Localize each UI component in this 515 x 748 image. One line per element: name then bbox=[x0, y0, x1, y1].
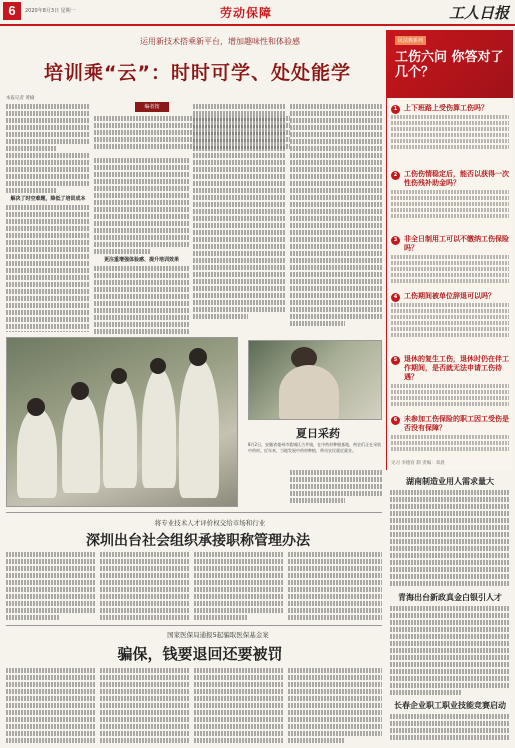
question-number-icon: 4 bbox=[391, 293, 400, 302]
lead-subhead-2: 更注重增强体验感、提升培训效果 bbox=[103, 257, 179, 263]
brief-body-3 bbox=[390, 714, 510, 742]
lead-headline: 培训乘“云”：时时可学、处处能学 bbox=[44, 62, 351, 84]
photo-caption-title: 夏日采药 bbox=[296, 427, 340, 440]
lead-column-3 bbox=[94, 158, 189, 334]
training-photo bbox=[6, 337, 238, 507]
story3-kicker: 国家医保局通报5起骗取医保基金案 bbox=[167, 631, 269, 639]
editor-note-tag: 编者按 bbox=[135, 102, 169, 112]
date-line: 2020年8月3日 星期一 bbox=[25, 8, 76, 14]
story2-column-4 bbox=[288, 552, 382, 622]
story3-column-3 bbox=[194, 668, 284, 746]
story2-column-3 bbox=[194, 552, 284, 622]
story2-headline: 深圳出台社会组织承接职称管理办法 bbox=[86, 533, 310, 549]
story3-column-2 bbox=[100, 668, 190, 746]
question-number-icon: 3 bbox=[391, 236, 400, 245]
brief-headline-3: 长春企业职工职业技能竞赛启动 bbox=[394, 701, 506, 710]
question-number-icon: 1 bbox=[391, 105, 400, 114]
divider-story3 bbox=[6, 625, 382, 626]
story3-column-4 bbox=[288, 668, 382, 746]
sidebar-question-4: 4 工伤期间被单位辞退可以吗？ bbox=[391, 292, 509, 337]
sidebar-question-1: 1 上下班路上受伤算工伤吗？ bbox=[391, 104, 509, 149]
sidebar-question-3: 3 非全日制用工可以不缴纳工伤保险吗？ bbox=[391, 235, 509, 283]
extra-column bbox=[290, 470, 382, 506]
sidebar-banner-title: 工伤六问 你答对了几个？ bbox=[395, 50, 504, 80]
photo-caption: 8月2日，安徽省亳州市谯城区古井镇，在中药材种植基地，药农们正在采收中药材。近年来，当地发展中药材种植，带动农民就近就业。 bbox=[248, 442, 382, 453]
sidebar-footer: 见习 李德育 制 责编：邓晨 bbox=[391, 461, 445, 466]
story2-kicker: 将专业技术人才评价权交给市场和行业 bbox=[154, 519, 266, 527]
sidebar-banner bbox=[387, 30, 513, 98]
herb-harvest-photo bbox=[248, 340, 382, 420]
story2-column-2 bbox=[100, 552, 190, 622]
brief-headline-1: 湖南制造业用人需求量大 bbox=[406, 477, 494, 486]
lead-kicker: 运用新技术搭乘新平台，增加趣味性和体验感 bbox=[140, 37, 300, 46]
lead-column-4 bbox=[193, 104, 285, 332]
story3-headline: 骗保，钱要退回还要被罚 bbox=[117, 645, 283, 663]
question-number-icon: 2 bbox=[391, 171, 400, 180]
paper-logo: 工人日报 bbox=[448, 4, 509, 22]
masthead bbox=[0, 0, 515, 26]
divider-story2 bbox=[6, 512, 382, 513]
story2-column-1 bbox=[6, 552, 96, 622]
question-number-icon: 6 bbox=[391, 416, 400, 425]
sidebar-question-5: 5 退休的复生工伤，退休时仍在伴工作期间，是否就无法申请工伤待遇？ bbox=[391, 355, 509, 406]
lead-column-1 bbox=[6, 104, 90, 332]
question-number-icon: 5 bbox=[391, 356, 400, 365]
brief-body-2 bbox=[390, 606, 510, 697]
lead-byline: 本报记者 黄榆 bbox=[6, 96, 35, 101]
brief-body-1 bbox=[390, 490, 510, 588]
sidebar-question-6: 6 未参加工伤保险的职工因工受伤是否没有保障？ bbox=[391, 415, 509, 451]
brief-headline-2: 青海出台新政真金白银引人才 bbox=[398, 593, 502, 602]
page-number: 6 bbox=[3, 2, 21, 20]
sidebar-question-2: 2 工伤伤情稳定后，能否以获得一次性伤残补助金吗？ bbox=[391, 170, 509, 218]
lead-subhead-1: 解决了时空难题，降低了培训成本 bbox=[10, 196, 86, 202]
lead-column-5 bbox=[290, 104, 382, 336]
story3-column-1 bbox=[6, 668, 96, 746]
sidebar-banner-series: 民法典系列 bbox=[395, 36, 426, 45]
sidebar-work-injury-quiz bbox=[386, 30, 512, 470]
section-title: 劳动保障 bbox=[220, 6, 273, 20]
